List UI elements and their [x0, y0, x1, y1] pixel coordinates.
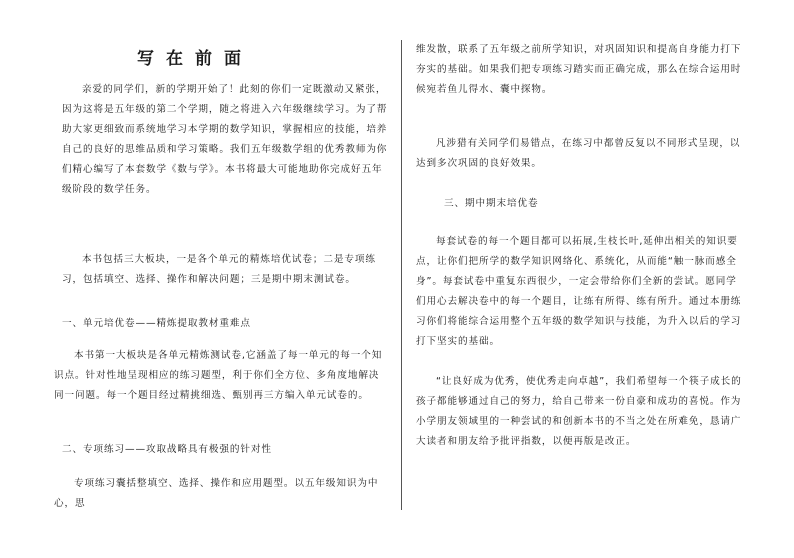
left-paragraph-1: 亲爱的同学们，新的学期开始了！此刻的你们一定既激动又紧张，因为这将是五年级的第二个学期，随之将进入六年级继续学习。为了帮助大家更细致而系统地学习本学期的数学知识，掌握相应的技能，培养自己的良好的思维品质和学习策略。我们五年级数学组的优秀教师为你们精心编写了本套数学《数与学》。本书将最大可能地助你完成好五年级阶段的数学任务。 — [62, 84, 388, 195]
right-paragraph-2: 凡涉猎有关同学们易错点，在练习中都曾反复以不同形式呈现，以达到多次巩固的良好效果。 — [416, 138, 741, 169]
left-heading-2: 二、专项练习——攻取战略具有极强的针对性 — [62, 444, 272, 455]
left-paragraph-4: 专项练习囊括整填空、选择、操作和应用题型。以五年级知识为中心，思 — [54, 478, 379, 509]
left-paragraph-3: 本书第一大板块是各单元精炼测试卷,它涵盖了每一单元的每一个知识点。针对性地呈现相应的练习题型，利于你们全方位、多角度地解决同一问题。每一个题目经过精挑细选、甄别再三方编入单元试卷的。 — [54, 350, 383, 401]
page-title: 写在前面 — [137, 49, 253, 69]
left-paragraph-2: 本书包括三大板块，一是各个单元的精炼培优试卷；二是专项练习，包括填空、选择、操作和解决问题；三是期中期末测试卷。 — [62, 254, 376, 285]
column-divider — [401, 40, 402, 510]
right-paragraph-4: “让良好成为优秀，使优秀走向卓越”，我们希望每一个筷子成长的孩子都能够通过自己的努力，给自己带来一份自豪和成功的喜悦。作为小学朋友领域里的一种尝试的和创新本书的不当之处在所难免，恳请广大读者和朋友给予批评指数，以便再版是改正。 — [416, 376, 742, 447]
right-paragraph-3: 每套试卷的每一个题目都可以拓展,生枝长叶,延伸出相关的知识要点，让你们把所学的数学知识网络化、系统化，从而能“触一脉而感全身”。每套试卷中重复东西很少，一定会带给你们全新的尝试。愿同学们用心去解决卷中的每一个题目，让练有所得、练有所升。通过本册练习你们将能综合运用整个五年级的数学知识与技能，为升入以后的学习打下坚实的基础。 — [416, 236, 742, 347]
right-paragraph-1: 维发散，联系了五年级之前所学知识，对巩固知识和提高自身能力打下夯实的基础。如果我们把专项练习踏实而正确完成，那么在综合运用时候宛若鱼儿得水、囊中探物。 — [416, 44, 742, 95]
right-heading-1: 三、期中期末培优卷 — [444, 198, 539, 209]
left-heading-1: 一、单元培优卷——精炼提取教材重难点 — [62, 318, 251, 329]
